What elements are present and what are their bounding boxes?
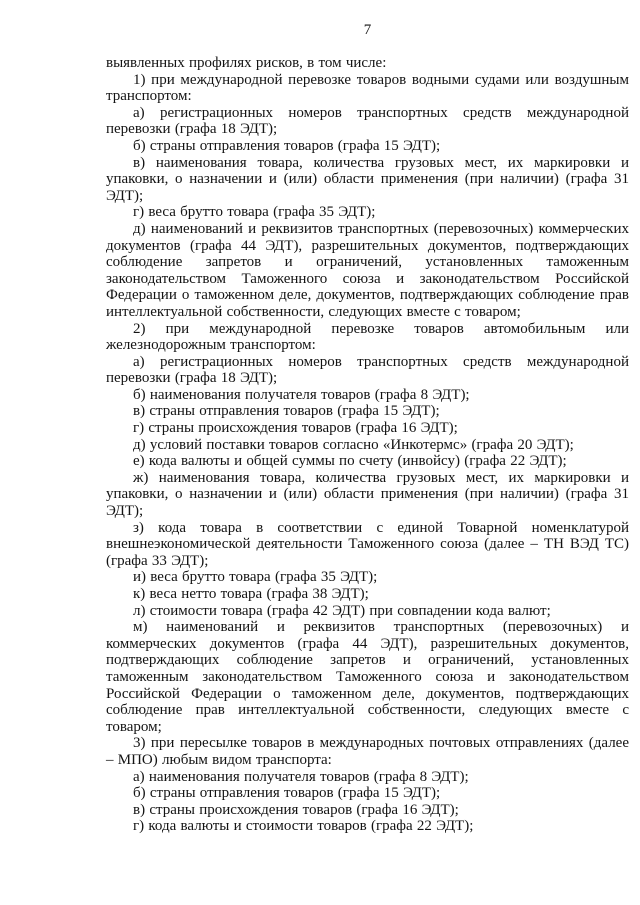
paragraph: ж) наименования товара, количества грузовых мест, их маркировки и упаковки, о назначении и (или) области применения (при наличии) (графа 31 ЭДТ);	[106, 469, 629, 520]
paragraph: б) страны отправления товаров (графа 15 ЭДТ);	[133, 137, 441, 154]
paragraph: е) кода валюты и общей суммы по счету (инвойсу) (графа 22 ЭДТ);	[133, 453, 567, 470]
paragraph: м) наименований и реквизитов транспортных (перевозочных) и коммерческих документов (графа 44 ЭДТ), разрешительных документов, подтверждающих соблюдение запретов и ограничений, установленных таможенным законодательством Таможенного союза и законодательством Российской Федерации о таможенном деле, документов, подтверждающих соблюдение прав интеллектуальной собственности, следующих вместе с товаром;	[106, 619, 629, 735]
paragraph: з) кода товара в соответствии с единой Товарной номенклатурой внешнеэкономической деятельности Таможенного союза (далее – ТН ВЭД ТС) (графа 33 ЭДТ);	[106, 519, 629, 569]
paragraph: выявленных профилях рисков, в том числе:	[106, 55, 387, 71]
paragraph: а) регистрационных номеров транспортных средств международной перевозки (графа 18 ЭДТ);	[106, 104, 629, 138]
paragraph: г) страны происхождения товаров (графа 16 ЭДТ);	[133, 420, 458, 437]
paragraph: 3) при пересылке товаров в международных почтовых отправлениях (далее – МПО) любым видом транспорта:	[106, 735, 629, 768]
paragraph: и) веса брутто товара (графа 35 ЭДТ);	[133, 569, 378, 586]
paragraph: 1) при международной перевозке товаров водными судами или воздушным транспортом:	[106, 71, 629, 105]
paragraph: а) наименования получателя товаров (графа 8 ЭДТ);	[133, 768, 469, 785]
paragraph: в) наименования товара, количества грузовых мест, их маркировки и упаковки, о назначении и (или) области применения (при наличии) (графа 31 ЭДТ);	[106, 154, 629, 204]
paragraph: г) веса брутто товара (графа 35 ЭДТ);	[133, 204, 376, 221]
paragraph: д) наименований и реквизитов транспортных (перевозочных) коммерческих документов (графа 44 ЭДТ), разрешительных документов, подтверждающих соблюдение запретов и ограничений, установленных таможенным законодательством Таможенного союза и законодательством Российской Федерации о таможенном деле, документов, подтверждающих соблюдение прав интеллектуальной собственности, следующих вместе с товаром;	[106, 220, 629, 320]
paragraph: л) стоимости товара (графа 42 ЭДТ) при совпадении кода валют;	[133, 602, 551, 619]
paragraph: в) страны происхождения товаров (графа 16 ЭДТ);	[133, 801, 459, 818]
paragraph: б) наименования получателя товаров (графа 8 ЭДТ);	[133, 386, 470, 403]
paragraph: г) кода валюты и стоимости товаров (графа 22 ЭДТ);	[133, 818, 474, 835]
paragraph: в) страны отправления товаров (графа 15 ЭДТ);	[133, 403, 440, 420]
paragraph: 2) при международной перевозке товаров автомобильным или железнодорожным транспортом:	[106, 320, 629, 354]
document-body	[106, 55, 629, 835]
page-number: 7	[363, 22, 372, 38]
paragraph: к) веса нетто товара (графа 38 ЭДТ);	[133, 586, 369, 602]
paragraph: а) регистрационных номеров транспортных средств международной перевозки (графа 18 ЭДТ);	[106, 353, 629, 387]
paragraph: д) условий поставки товаров согласно «Инкотермс» (графа 20 ЭДТ);	[133, 436, 574, 453]
paragraph: б) страны отправления товаров (графа 15 ЭДТ);	[133, 785, 441, 802]
